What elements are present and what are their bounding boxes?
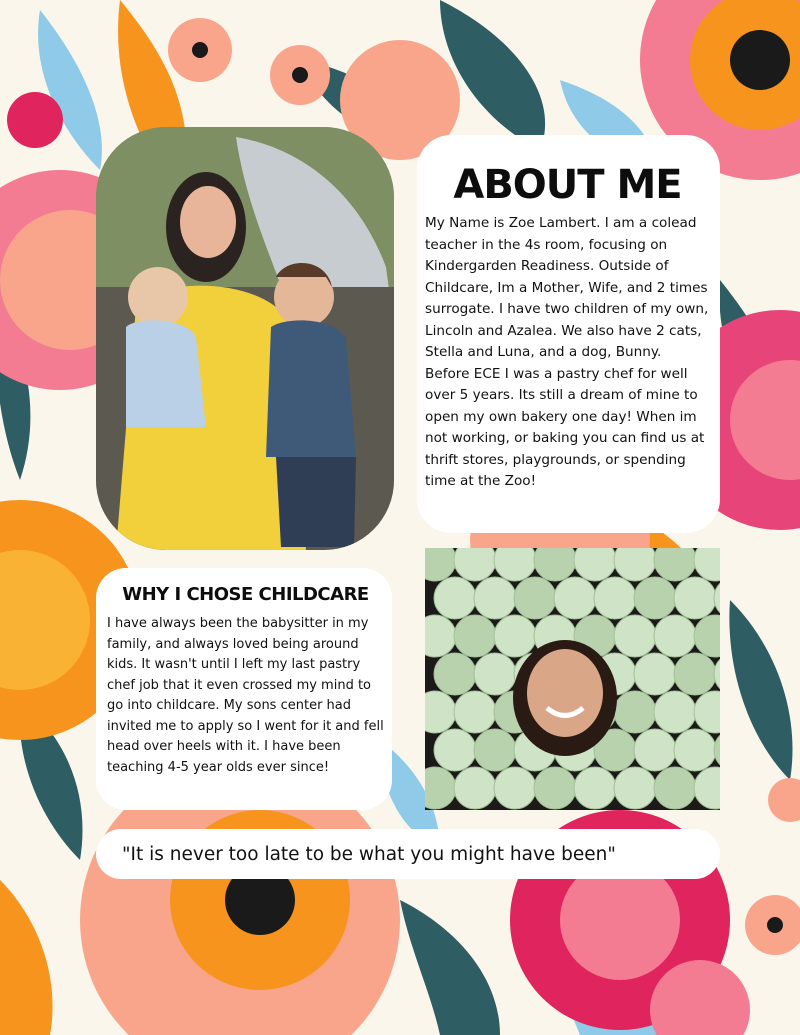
- why-body: I have always been the babysitter in my family, and always loved being around kids. It wasn't until I left my last pastry chef job that it even crossed my mind to go into childcare. My sons center had invited me to apply so I went for it and fell head over heels with it. I have been teaching 4-5 year olds ever since!: [107, 616, 384, 775]
- ball: [514, 577, 556, 619]
- ball: [474, 653, 516, 695]
- about-body: My Name is Zoe Lambert. I am a colead teacher in the 4s room, focusing on Kindergarden Readiness. Outside of Childcare, Im a Mother, Wife, and 2 times surrogate. I have two children of my own, Lincoln and Azalea. We also have 2 cats, Stella and Luna, and a dog, Bunny. Before ECE I was a pastry chef for well over 5 years. Its still a dream of mine to open my own bakery one day! When im not working, or baking you can find us at thrift stores, playgrounds, or spending time at the Zoo!: [425, 215, 709, 489]
- about-title: ABOUT ME: [453, 162, 682, 208]
- ball: [434, 577, 476, 619]
- ball: [674, 653, 716, 695]
- ball: [614, 691, 656, 733]
- ball: [614, 767, 656, 809]
- ball-pit-illustration: [425, 548, 720, 810]
- ball: [674, 577, 716, 619]
- ball: [454, 767, 496, 809]
- why-card: [96, 568, 392, 810]
- quote-text: "It is never too late to be what you might have been": [122, 843, 616, 865]
- ball: [634, 729, 676, 771]
- family-photo-illustration: [96, 127, 394, 550]
- ball: [474, 577, 516, 619]
- ball: [434, 729, 476, 771]
- ball: [554, 577, 596, 619]
- ball: [534, 767, 576, 809]
- ball: [614, 615, 656, 657]
- quote-bar: [96, 829, 720, 879]
- why-title: WHY I CHOSE CHILDCARE: [122, 584, 369, 605]
- ball: [654, 615, 696, 657]
- about-card: [417, 135, 720, 533]
- ball: [494, 615, 536, 657]
- family-photo: [96, 127, 394, 550]
- ball: [674, 729, 716, 771]
- ball: [454, 615, 496, 657]
- ball: [654, 691, 696, 733]
- ball: [574, 767, 616, 809]
- ball: [634, 577, 676, 619]
- ball: [474, 729, 516, 771]
- ball-pit-photo: [425, 548, 720, 810]
- ball: [454, 691, 496, 733]
- ball: [594, 577, 636, 619]
- ball: [634, 653, 676, 695]
- ball: [654, 767, 696, 809]
- ball: [494, 767, 536, 809]
- ball: [434, 653, 476, 695]
